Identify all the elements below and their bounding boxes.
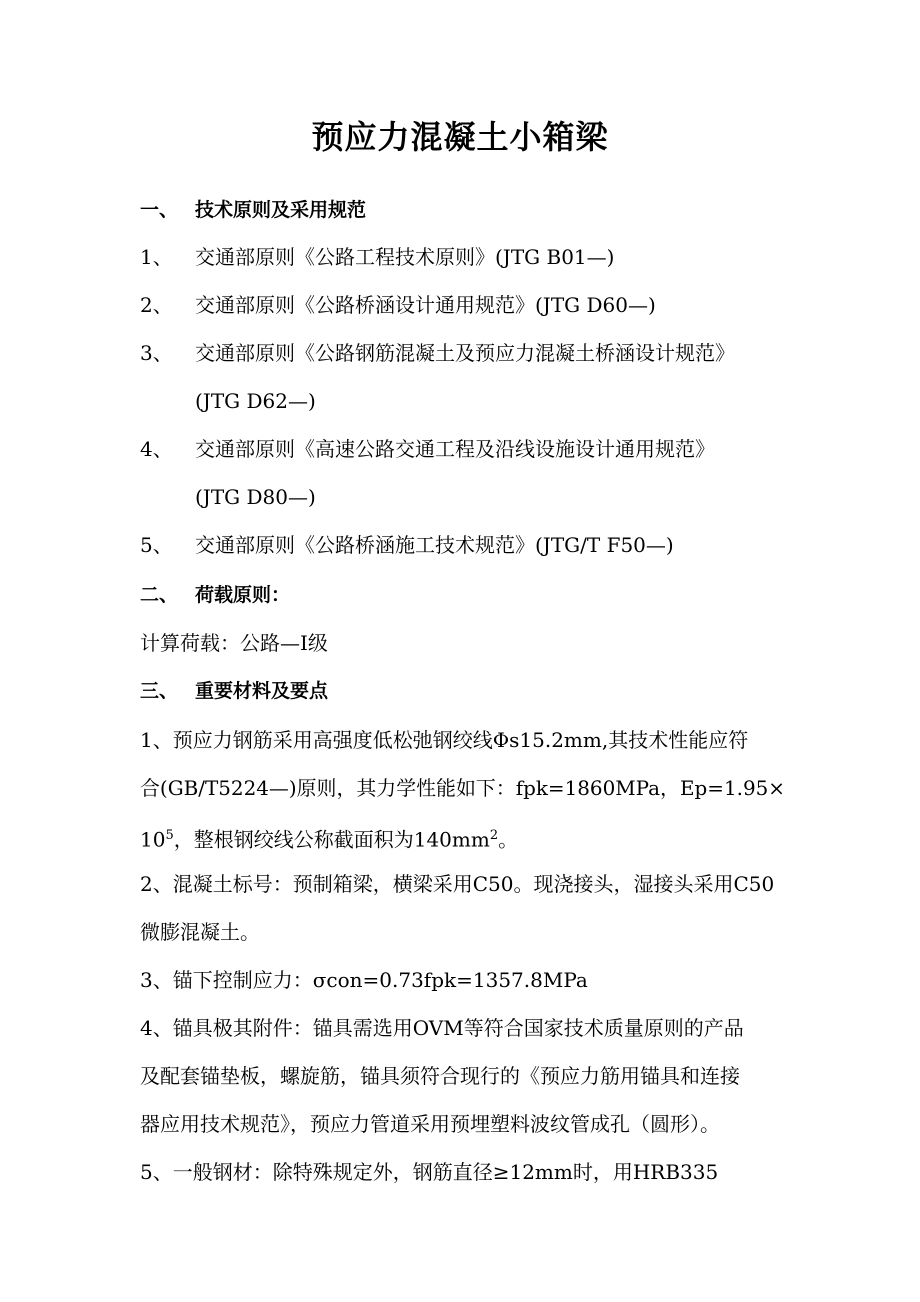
section-title: 重要材料及要点 [195, 680, 329, 702]
item-number: 4、 [140, 437, 173, 461]
paragraph-line: 4、锚具极其附件：锚具需选用OVM等符合国家技术质量原则的产品 [140, 1016, 744, 1040]
list-item [140, 338, 735, 368]
item-continuation: (JTG D62—) [195, 389, 316, 413]
paragraph-line: 计算荷载：公路—Ⅰ级 [140, 631, 328, 655]
section-heading-3 [140, 676, 328, 706]
paragraph-line [140, 821, 518, 855]
item-number: 2、 [140, 293, 173, 317]
item-text: 交通部原则《公路钢筋混凝土及预应力混凝土桥涵设计规范》 [195, 341, 735, 365]
paragraph-line: 器应用技术规范》，预应力管道采用预埋塑料波纹管成孔（圆形）。 [140, 1112, 720, 1136]
paragraph-line: 及配套锚垫板，螺旋筋，锚具须符合现行的《预应力筋用锚具和连接 [140, 1064, 740, 1088]
list-item [140, 530, 674, 560]
item-text: 交通部原则《高速公路交通工程及沿线设施设计通用规范》 [195, 437, 715, 461]
text-segment: 。 [498, 827, 519, 852]
list-item [140, 242, 614, 272]
list-item [140, 434, 715, 464]
paragraph-line: 5、一般钢材：除特殊规定外，钢筋直径≥12mm时，用HRB335 [140, 1160, 719, 1184]
item-text: 交通部原则《公路桥涵施工技术规范》(JTG/T F50—) [195, 533, 674, 557]
section-number: 一、 [140, 199, 179, 221]
paragraph-line: 2、混凝土标号：预制箱梁，横梁采用C50。现浇接头，湿接头采用C50 [140, 872, 775, 896]
paragraph-line: 3、锚下控制应力：σcon=0.73fpk=1357.8MPa [140, 968, 588, 992]
item-text: 交通部原则《公路工程技术原则》(JTG B01—) [195, 245, 615, 269]
exponent-base: 10 [140, 827, 166, 852]
paragraph-line: 1、预应力钢筋采用高强度低松弛钢绞线Φs15.2mm,其技术性能应符 [140, 728, 749, 752]
section-title: 荷载原则： [195, 584, 291, 606]
section-title: 技术原则及采用规范 [195, 199, 367, 221]
paragraph-line: 合(GB/T5224—)原则，其力学性能如下：fpk=1860MPa，Ep=1.95× [140, 776, 786, 800]
exponent: 5 [165, 828, 174, 843]
item-number: 1、 [140, 245, 173, 269]
text-segment: ，整根钢绞线公称截面积为140mm [173, 827, 490, 852]
section-number: 三、 [140, 680, 179, 702]
exponent: 2 [489, 828, 499, 843]
list-item [140, 290, 656, 320]
section-heading-1 [140, 195, 366, 225]
section-number: 二、 [140, 584, 179, 606]
item-text: 交通部原则《公路桥涵设计通用规范》(JTG D60—) [195, 293, 656, 317]
page-title: 预应力混凝土小箱梁 [311, 118, 609, 156]
section-heading-2 [140, 580, 290, 610]
item-continuation: (JTG D80—) [195, 485, 316, 509]
paragraph-line: 微膨混凝土。 [140, 920, 260, 944]
item-number: 5、 [140, 533, 173, 557]
item-number: 3、 [140, 341, 173, 365]
